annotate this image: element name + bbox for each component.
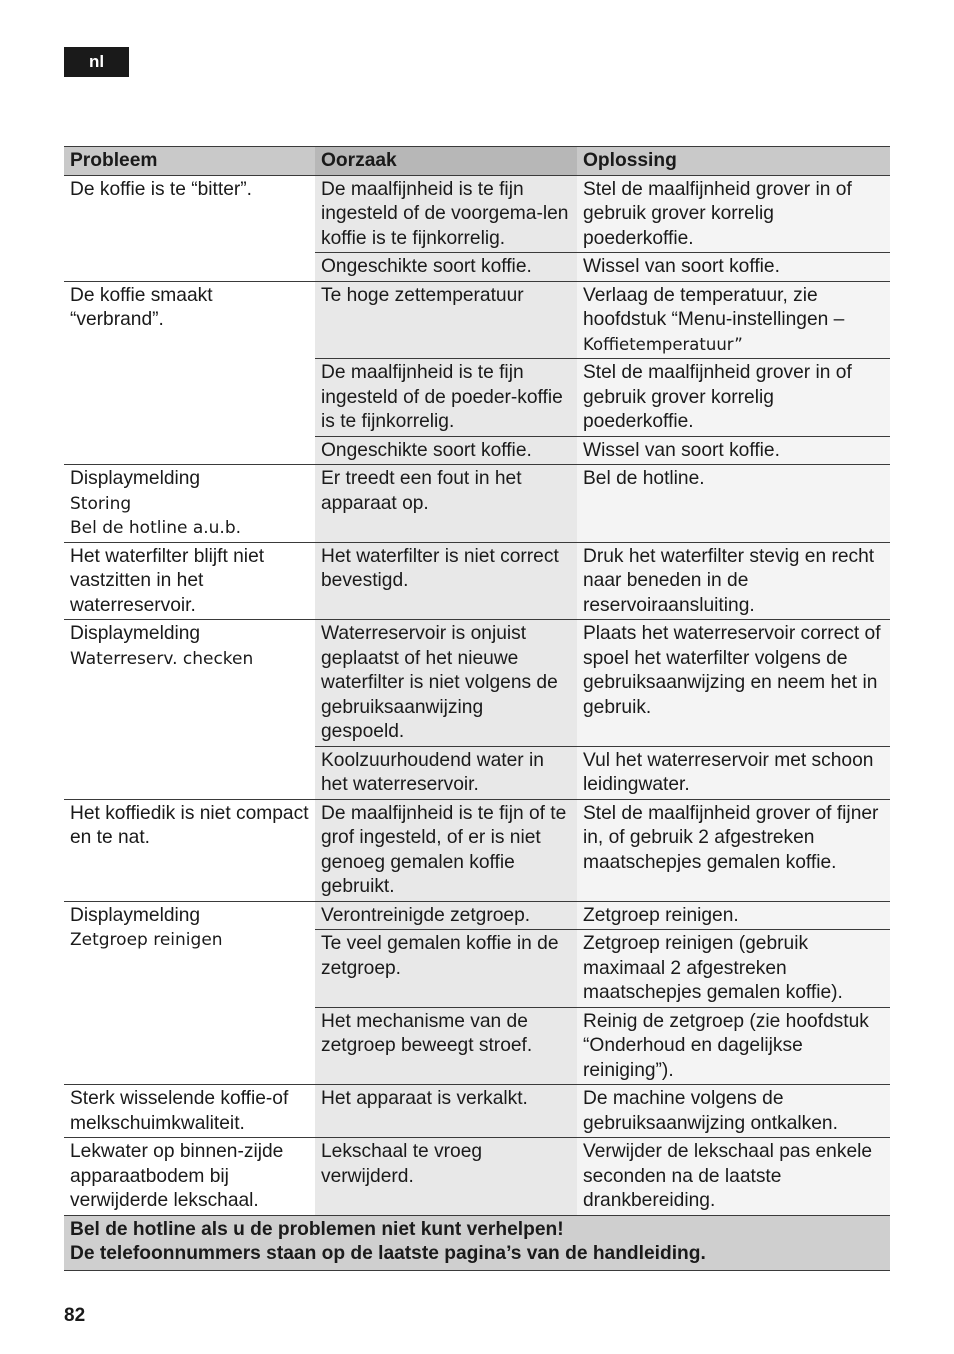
cause-cell: Het mechanisme van de zetgroep beweegt stroef. — [315, 1007, 577, 1085]
problem-cell — [64, 175, 315, 281]
table-row — [64, 465, 890, 543]
cause-cell: Het apparaat is verkalkt. — [315, 1085, 577, 1138]
problem-text: De koffie smaakt “verbrand”. — [70, 284, 213, 330]
solution-text: Zetgroep reinigen (gebruik maximaal 2 afgestreken maatschepjes gemalen koffie). — [583, 933, 843, 1003]
problem-text: Displaymelding — [70, 904, 201, 926]
problem-text: Het waterfilter blijft niet vastzitten in het waterreservoir. — [70, 545, 265, 616]
solution-cell — [577, 1007, 890, 1085]
problem-cell — [64, 281, 315, 465]
table-row — [64, 281, 890, 359]
troubleshooting-table — [64, 146, 890, 1271]
cause-cell: Waterreservoir is onjuist geplaatst of het nieuwe waterfilter is niet volgens de gebruiksaanwijzing gespoeld. — [315, 620, 577, 747]
solution-cell — [577, 281, 890, 359]
display-message-text: Bel de hotline a.u.b. — [70, 518, 242, 538]
cause-cell: Het waterfilter is niet correct bevestigd. — [315, 542, 577, 620]
table-header — [64, 147, 890, 176]
solution-cell — [577, 359, 890, 437]
cause-cell: De maalfijnheid is te fijn of te grof ingesteld, of er is niet genoeg gemalen koffie gebruikt. — [315, 799, 577, 901]
solution-text: Verlaag de temperatuur, zie hoofdstuk “Menu-instellingen – — [583, 284, 845, 330]
solution-cell — [577, 620, 890, 747]
solution-cell — [577, 930, 890, 1008]
cause-cell: Er treedt een fout in het apparaat op. — [315, 465, 577, 543]
solution-text: Vul het waterreservoir met schoon leidingwater. — [583, 749, 874, 795]
problem-text: Displaymelding — [70, 468, 201, 489]
cause-cell: Lekschaal te vroeg verwijderd. — [315, 1138, 577, 1216]
cause-cell: Koolzuurhoudend water in het waterreservoir. — [315, 746, 577, 799]
table-row — [64, 175, 890, 253]
cause-cell: Verontreinigde zetgroep. — [315, 901, 577, 930]
display-menu-text: Koffietemperatuur” — [583, 334, 743, 354]
solution-text: Stel de maalfijnheid grover in of gebruik grover korrelig poederkoffie. — [583, 178, 852, 249]
display-message-text: Waterreserv. checken — [70, 648, 254, 669]
solution-cell — [577, 901, 890, 930]
problem-cell — [64, 465, 315, 543]
hotline-note-line: De telefoonnummers staan op de laatste pagina’s van de handleiding. — [70, 1243, 706, 1264]
column-header-problem: Probleem — [64, 147, 315, 176]
problem-text: Het koffiedik is niet compact en te nat. — [70, 802, 309, 848]
problem-cell — [64, 1085, 315, 1138]
table-row — [64, 799, 890, 901]
problem-text: De koffie is te “bitter”. — [70, 178, 252, 200]
table-footer — [64, 1215, 890, 1270]
cause-cell: De maalfijnheid is te fijn ingesteld of de voorgema-len koffie is te fijnkorrelig. — [315, 175, 577, 253]
problem-cell — [64, 620, 315, 800]
page-number: 82 — [64, 1305, 86, 1326]
table-row — [64, 542, 890, 620]
solution-cell — [577, 799, 890, 901]
solution-cell — [577, 746, 890, 799]
table-row — [64, 1085, 890, 1138]
language-badge: nl — [64, 47, 129, 77]
cause-cell: Ongeschikte soort koffie. — [315, 253, 577, 282]
solution-text: Verwijder de lekschaal pas enkele seconden na de laatste drankbereiding. — [583, 1141, 873, 1211]
column-header-cause: Oorzaak — [315, 147, 577, 176]
solution-cell — [577, 1085, 890, 1138]
problem-cell — [64, 542, 315, 620]
solution-cell — [577, 253, 890, 282]
solution-text: Stel de maalfijnheid grover in of gebruik grover korrelig poederkoffie. — [583, 362, 852, 432]
display-message-text: Storing — [70, 493, 132, 514]
solution-cell — [577, 436, 890, 465]
solution-cell — [577, 175, 890, 253]
solution-text: Reinig de zetgroep (zie hoofdstuk “Onderhoud en dagelijkse reiniging”). — [583, 1010, 869, 1081]
cause-cell: Ongeschikte soort koffie. — [315, 436, 577, 465]
solution-text: Wissel van soort koffie. — [583, 439, 780, 461]
solution-cell — [577, 465, 890, 543]
display-message-text: Zetgroep reinigen — [70, 930, 223, 950]
cause-cell: Te hoge zettemperatuur — [315, 281, 577, 359]
problem-cell — [64, 901, 315, 1085]
problem-text: Lekwater op binnen-zijde apparaatbodem bij verwijderde lekschaal. — [70, 1141, 284, 1211]
problem-text: Sterk wisselende koffie-of melkschuimkwaliteit. — [70, 1088, 289, 1134]
solution-cell — [577, 1138, 890, 1216]
solution-cell — [577, 542, 890, 620]
table-row — [64, 1138, 890, 1216]
cause-cell: Te veel gemalen koffie in de zetgroep. — [315, 930, 577, 1008]
problem-text: Displaymelding — [70, 623, 201, 644]
solution-text: Plaats het waterreservoir correct of spoel het waterfilter volgens de gebruiksaanwijzing en neem het in gebruik. — [583, 623, 881, 718]
column-header-solution: Oplossing — [577, 147, 890, 176]
solution-text: Druk het waterfilter stevig en recht naar beneden in de reservoiraansluiting. — [583, 545, 875, 616]
problem-cell — [64, 799, 315, 901]
solution-text: Bel de hotline. — [583, 468, 705, 489]
problem-cell — [64, 1138, 315, 1216]
table-body — [64, 175, 890, 1215]
cause-cell: De maalfijnheid is te fijn ingesteld of de poeder-koffie is te fijnkorrelig. — [315, 359, 577, 437]
solution-text: De machine volgens de gebruiksaanwijzing ontkalken. — [583, 1088, 838, 1134]
table-row — [64, 901, 890, 930]
table-row — [64, 620, 890, 747]
hotline-note-line: Bel de hotline als u de problemen niet kunt verhelpen! — [70, 1218, 564, 1240]
solution-text: Stel de maalfijnheid grover of fijner in, of gebruik 2 afgestreken maatschepjes gemalen koffie. — [583, 802, 879, 873]
solution-text: Zetgroep reinigen. — [583, 904, 739, 926]
hotline-note — [64, 1215, 890, 1270]
solution-text: Wissel van soort koffie. — [583, 256, 780, 277]
